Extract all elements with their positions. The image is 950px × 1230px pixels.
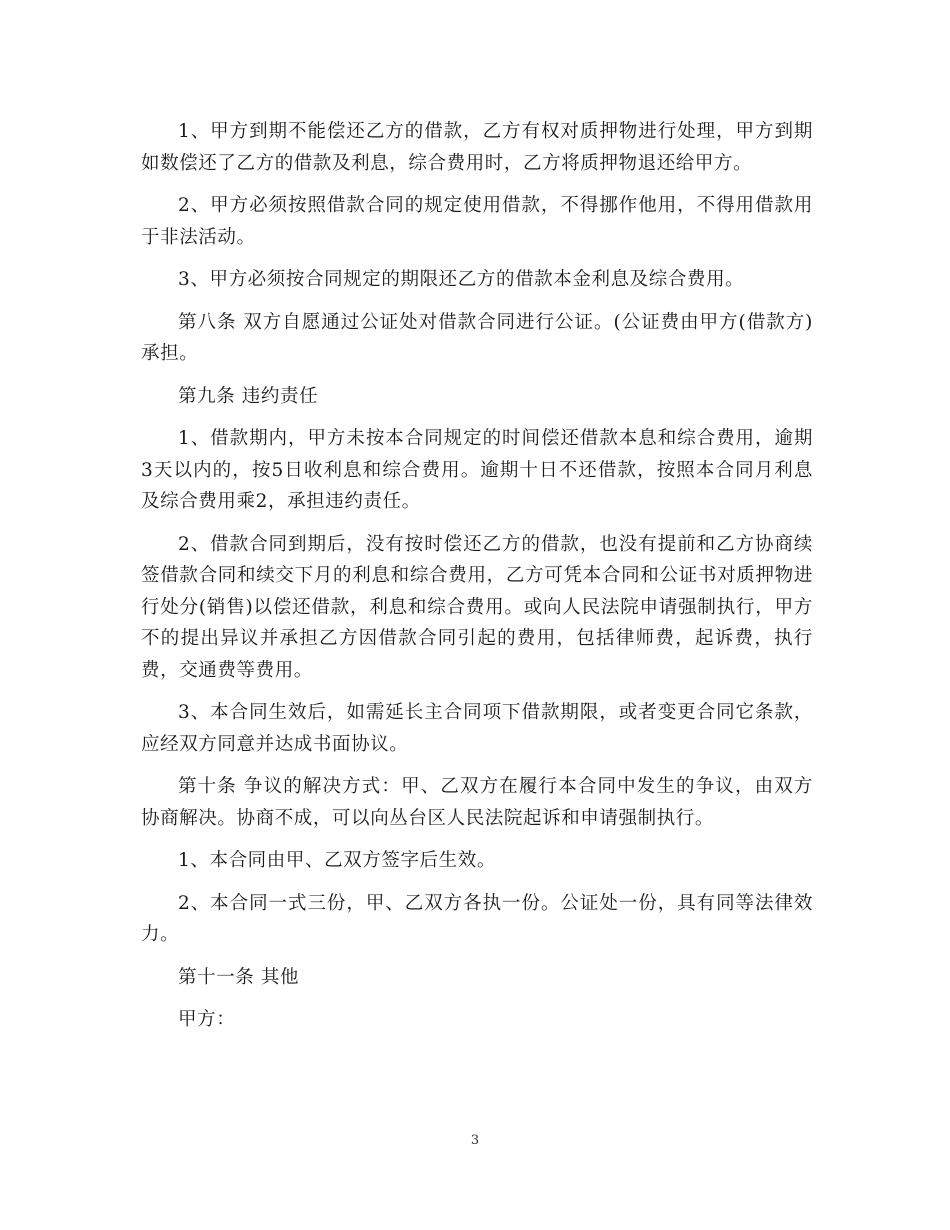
article-8-paragraph: 第八条 双方自愿通过公证处对借款合同进行公证。(公证费由甲方(借款方)承担。 <box>141 311 813 364</box>
party-a-signature-label: 甲方： <box>178 1009 236 1030</box>
article-9-heading: 第九条 违约责任 <box>178 385 319 407</box>
page-number: 3 <box>470 1133 480 1148</box>
document-body <box>141 116 813 1047</box>
clause-paragraph: 1、甲方到期不能偿还乙方的借款，乙方有权对质押物进行处理，甲方到期如数偿还了乙方的借款及利息，综合费用时，乙方将质押物退还给甲方。 <box>141 121 813 174</box>
clause-paragraph: 2、甲方必须按照借款合同的规定使用借款，不得挪作他用，不得用借款用于非法活动。 <box>141 195 813 248</box>
article-11-heading: 第十一条 其他 <box>178 966 300 988</box>
article-10-paragraph: 第十条 争议的解决方式：甲、乙双方在履行本合同中发生的争议，由双方协商解决。协商不成，可以向丛台区人民法院起诉和申请强制执行。 <box>141 776 813 829</box>
clause-paragraph: 3、本合同生效后，如需延长主合同项下借款期限，或者变更合同它条款，应经双方同意并达成书面协议。 <box>141 702 813 755</box>
clause-paragraph: 2、本合同一式三份，甲、乙双方各执一份。公证处一份，具有同等法律效力。 <box>141 892 813 945</box>
clause-paragraph: 1、借款期内，甲方未按本合同规定的时间偿还借款本息和综合费用，逾期3天以内的，按5日收利息和综合费用。逾期十日不还借款，按照本合同月利息及综合费用乘2，承担违约责任。 <box>141 428 813 512</box>
clause-paragraph: 2、借款合同到期后，没有按时偿还乙方的借款，也没有提前和乙方协商续签借款合同和续交下月的利息和综合费用，乙方可凭本合同和公证书对质押物进行处分(销售)以偿还借款，利息和综合费用。或向人民法院申请强制执行，甲方不的提出异议并承担乙方因借款合同引起的费用，包括律师费，起诉费，执行费，交通费等费用。 <box>141 533 813 681</box>
clause-paragraph: 3、甲方必须按合同规定的期限还乙方的借款本金利息及综合费用。 <box>178 269 745 290</box>
clause-paragraph: 1、本合同由甲、乙双方签字后生效。 <box>178 850 496 871</box>
